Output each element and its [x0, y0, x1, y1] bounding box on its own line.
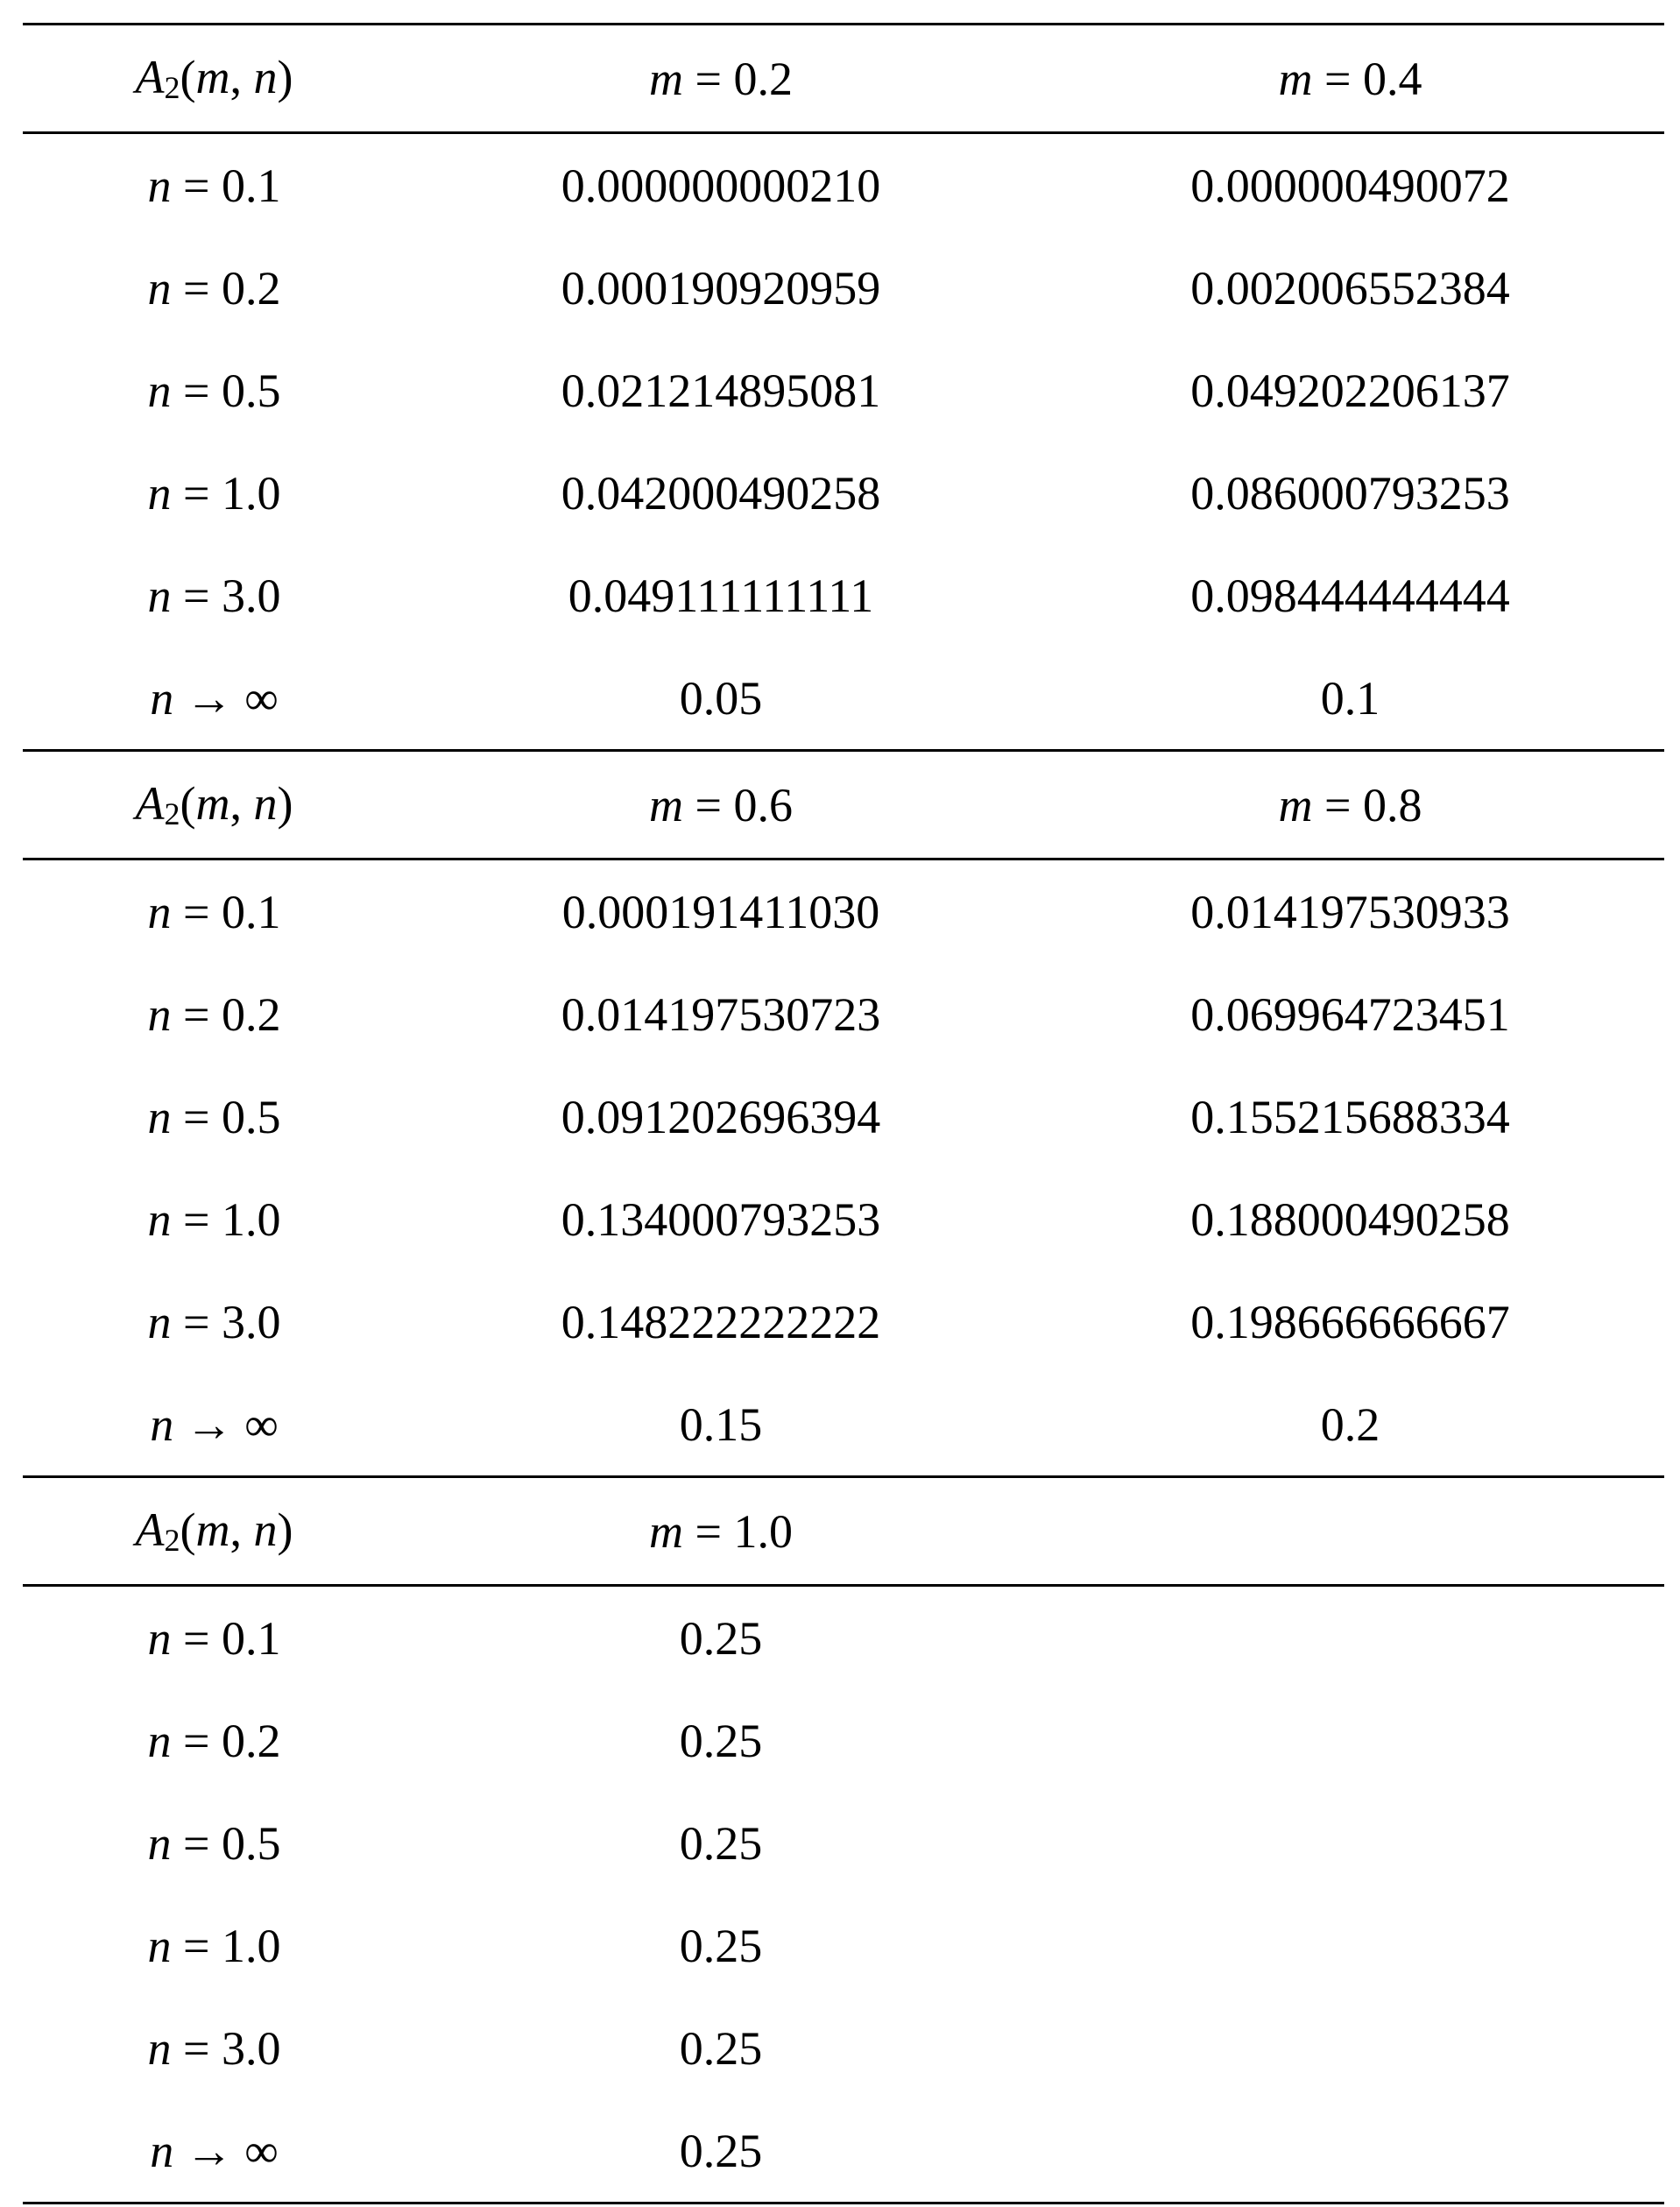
- row-label: [23, 885, 406, 938]
- args-close: ): [277, 51, 293, 103]
- column-value: = 1.0: [683, 1504, 793, 1558]
- table-cell: 0.021214895081: [561, 364, 881, 417]
- row-value: = 0.2: [171, 987, 281, 1041]
- table-cell: 0.014197530723: [561, 987, 881, 1041]
- results-table: [23, 23, 1664, 2204]
- row-label: [23, 1295, 406, 1348]
- row-variable: n: [147, 1816, 172, 1870]
- row-header-label: [23, 1503, 406, 1558]
- table-row: [23, 237, 1664, 339]
- row-variable: n: [147, 364, 172, 417]
- table-cell: 0.2: [1320, 1397, 1380, 1451]
- column-value: = 0.2: [683, 52, 793, 105]
- function-symbol: A: [135, 777, 165, 830]
- row-label: [23, 1816, 406, 1870]
- args-comma: ,: [229, 777, 254, 830]
- arg-n: n: [253, 1503, 278, 1556]
- function-subscript: 2: [164, 70, 180, 105]
- table-cell: 0.198666666667: [1190, 1295, 1510, 1348]
- row-label: [23, 261, 406, 315]
- table-cell: 0.049111111111: [568, 569, 874, 622]
- arg-m: m: [195, 1503, 230, 1556]
- column-variable: m: [649, 778, 684, 831]
- table-cell: 0.091202696394: [561, 1090, 881, 1143]
- column-value: = 0.8: [1312, 778, 1422, 831]
- row-label: [23, 987, 406, 1041]
- table-cell: 0.042000490258: [561, 466, 881, 520]
- args-close: ): [277, 1503, 293, 1556]
- table-row: [23, 134, 1664, 237]
- table-row: [23, 647, 1664, 749]
- table-header-row: [23, 749, 1664, 860]
- row-value: → ∞: [173, 1397, 279, 1451]
- table-cell: 0.188000490258: [1190, 1192, 1510, 1246]
- row-value: → ∞: [173, 671, 279, 725]
- arg-m: m: [195, 777, 230, 830]
- args-comma: ,: [229, 51, 254, 103]
- row-variable: n: [147, 2021, 172, 2075]
- row-label: [23, 2124, 406, 2177]
- row-value: = 3.0: [171, 569, 281, 622]
- table-cell: 0.25: [679, 2124, 763, 2177]
- table-row: [23, 1894, 1664, 1997]
- table-cell: 0.000190920959: [561, 261, 881, 315]
- table-cell: 0.25: [679, 1816, 763, 1870]
- args-open: (: [180, 777, 196, 830]
- table-cell: 0.000000000210: [561, 159, 881, 212]
- table-block: [23, 1475, 1664, 2204]
- table-cell: 0.1: [1320, 671, 1380, 725]
- column-variable: m: [649, 52, 684, 105]
- table-block: [23, 23, 1664, 749]
- table-cell: 0.049202206137: [1190, 364, 1510, 417]
- args-close: ): [277, 777, 293, 830]
- table-row: [23, 1792, 1664, 1894]
- table-cell: 0.000000490072: [1190, 159, 1510, 212]
- row-header-label: [23, 53, 406, 103]
- table-cell: 0.155215688334: [1190, 1090, 1510, 1143]
- function-subscript: 2: [164, 796, 180, 831]
- table-row: [23, 544, 1664, 647]
- row-variable: n: [147, 1090, 172, 1143]
- table-cell: 0.25: [679, 1919, 763, 1972]
- arg-m: m: [195, 51, 230, 103]
- table-row: [23, 2099, 1664, 2202]
- column-header: [406, 778, 1036, 831]
- table-cell: 0.25: [679, 1714, 763, 1767]
- row-label: [23, 671, 406, 725]
- row-variable: n: [147, 159, 172, 212]
- row-variable: n: [147, 569, 172, 622]
- table-row: [23, 1168, 1664, 1270]
- row-label: [23, 466, 406, 520]
- table-cell: 0.25: [679, 1611, 763, 1665]
- row-value: = 3.0: [171, 2021, 281, 2075]
- row-value: = 0.2: [171, 1714, 281, 1767]
- column-variable: m: [649, 1504, 684, 1558]
- row-label: [23, 1397, 406, 1451]
- row-label: [23, 159, 406, 212]
- function-symbol: A: [135, 1503, 165, 1556]
- row-variable: n: [147, 1919, 172, 1972]
- row-value: = 1.0: [171, 466, 281, 520]
- table-row: [23, 1270, 1664, 1373]
- table-cell: 0.148222222222: [561, 1295, 881, 1348]
- row-label: [23, 2021, 406, 2075]
- row-variable: n: [147, 885, 172, 938]
- function-subscript: 2: [164, 1523, 180, 1558]
- row-header-label: [23, 777, 406, 831]
- row-variable: n: [150, 2124, 174, 2177]
- row-variable: n: [150, 1397, 174, 1451]
- table-header-row: [23, 23, 1664, 134]
- column-value: = 0.4: [1312, 52, 1422, 105]
- table-cell: 0.000191411030: [561, 885, 880, 938]
- table-row: [23, 1587, 1664, 1689]
- row-variable: n: [147, 1611, 172, 1665]
- table-row: [23, 1689, 1664, 1792]
- row-value: → ∞: [173, 2124, 279, 2177]
- table-cell: 0.086000793253: [1190, 466, 1510, 520]
- column-header: [1036, 778, 1664, 831]
- row-value: = 0.1: [171, 885, 281, 938]
- table-row: [23, 1065, 1664, 1168]
- table-row: [23, 442, 1664, 544]
- row-value: = 0.5: [171, 1090, 281, 1143]
- table-row: [23, 339, 1664, 442]
- row-label: [23, 1714, 406, 1767]
- column-header: [406, 1504, 1036, 1558]
- row-label: [23, 1192, 406, 1246]
- row-variable: n: [147, 1192, 172, 1246]
- row-label: [23, 569, 406, 622]
- args-open: (: [180, 1503, 196, 1556]
- table-cell: 0.134000793253: [561, 1192, 881, 1246]
- table-block: [23, 749, 1664, 1475]
- row-value: = 0.5: [171, 1816, 281, 1870]
- column-header: [1036, 52, 1664, 105]
- table-cell: 0.25: [679, 2021, 763, 2075]
- args-comma: ,: [229, 1503, 254, 1556]
- table-cell: 0.098444444444: [1190, 569, 1510, 622]
- row-value: = 1.0: [171, 1192, 281, 1246]
- table-row: [23, 860, 1664, 963]
- table-cell: 0.05: [679, 671, 763, 725]
- table-row: [23, 1997, 1664, 2099]
- table-row: [23, 963, 1664, 1065]
- row-variable: n: [147, 261, 172, 315]
- row-variable: n: [150, 671, 174, 725]
- table-header-row: [23, 1475, 1664, 1587]
- row-label: [23, 1919, 406, 1972]
- row-value: = 0.5: [171, 364, 281, 417]
- table-row: [23, 1373, 1664, 1475]
- row-value: = 0.1: [171, 1611, 281, 1665]
- function-symbol: A: [135, 51, 165, 103]
- table-cell: 0.15: [679, 1397, 763, 1451]
- row-label: [23, 1611, 406, 1665]
- row-variable: n: [147, 466, 172, 520]
- table-cell: 0.069964723451: [1190, 987, 1510, 1041]
- column-variable: m: [1278, 52, 1313, 105]
- row-value: = 3.0: [171, 1295, 281, 1348]
- row-variable: n: [147, 987, 172, 1041]
- column-value: = 0.6: [683, 778, 793, 831]
- column-header: [406, 52, 1036, 105]
- row-variable: n: [147, 1714, 172, 1767]
- table-cell: 0.002006552384: [1190, 261, 1510, 315]
- row-label: [23, 364, 406, 417]
- row-label: [23, 1090, 406, 1143]
- row-variable: n: [147, 1295, 172, 1348]
- row-value: = 0.1: [171, 159, 281, 212]
- table-cell: 0.014197530933: [1190, 885, 1510, 938]
- args-open: (: [180, 51, 196, 103]
- row-value: = 0.2: [171, 261, 281, 315]
- arg-n: n: [253, 51, 278, 103]
- arg-n: n: [253, 777, 278, 830]
- column-variable: m: [1278, 778, 1313, 831]
- row-value: = 1.0: [171, 1919, 281, 1972]
